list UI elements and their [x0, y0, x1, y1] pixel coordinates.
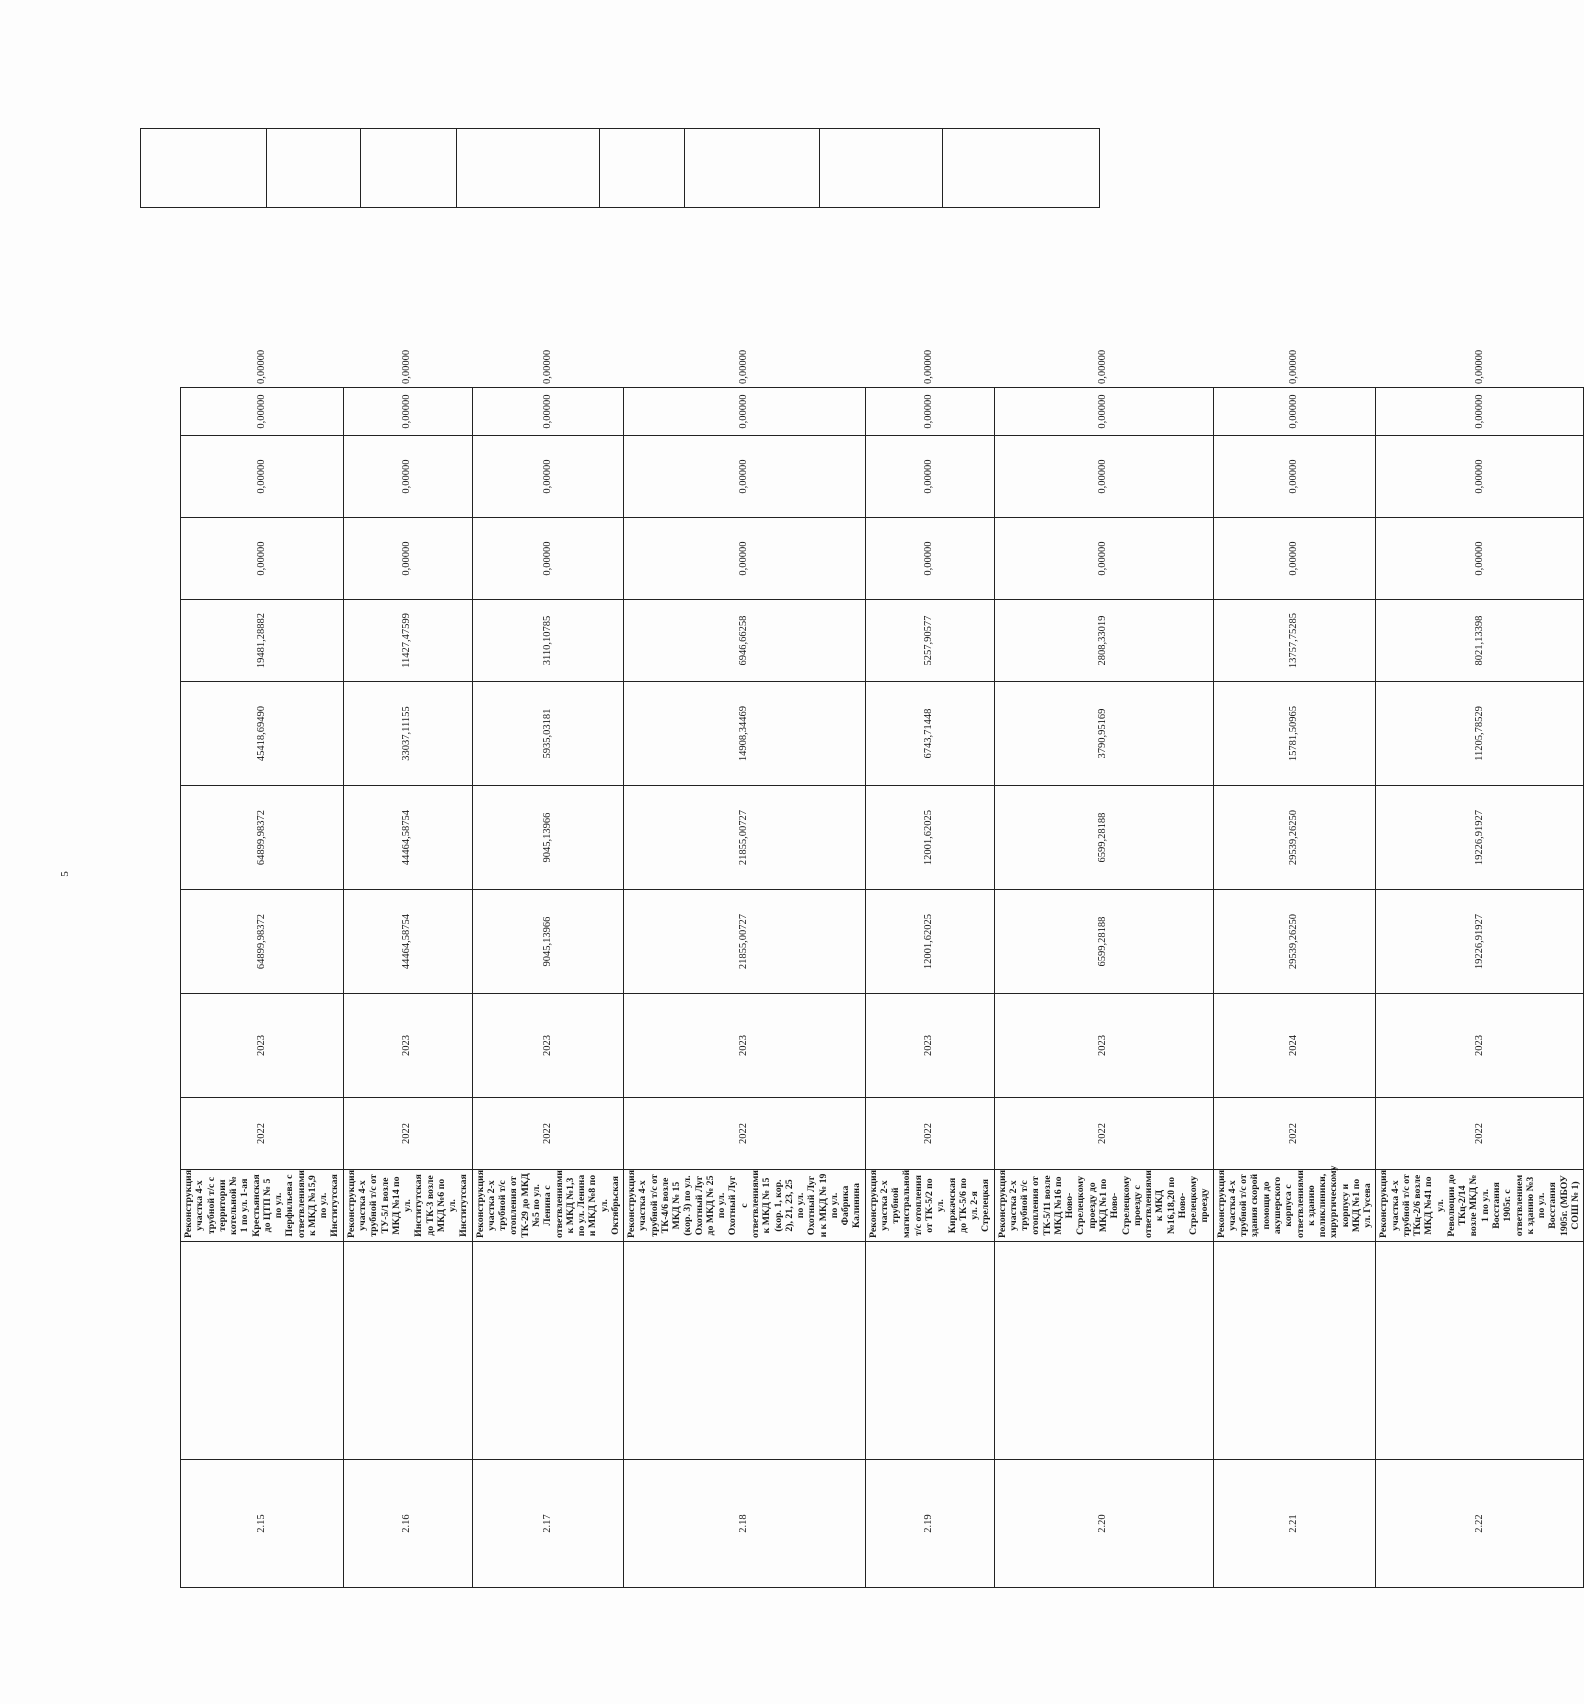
value-cell: 0,00000 — [1213, 436, 1376, 518]
value-cell: 14908,34469 — [624, 682, 866, 786]
value-cell: 0,00000 — [994, 518, 1213, 600]
value-cell: 12001,62025 — [865, 786, 994, 890]
value-cell: 5257,90577 — [865, 600, 994, 682]
empty-cell — [361, 129, 458, 207]
value-cell: 0,00000 — [994, 388, 1213, 436]
value-cell: 5935,03181 — [472, 682, 623, 786]
empty-cell — [624, 1242, 866, 1460]
value-cell: 0,00000 — [181, 388, 344, 436]
value-cell: 21855,00727 — [624, 786, 866, 890]
investment-table — [180, 349, 1584, 1588]
project-description: Реконструкция участка 2-х трубной т/с отопления от ТК-29 до МКД №5 по ул. Ленина с ответвлениями к МКД №1,3 по ул. Ленина и МКД №8 по ул. Октябрьская — [472, 1170, 623, 1242]
value-cell: 3110,10785 — [472, 600, 623, 682]
value-cell: 11427,47599 — [343, 600, 472, 682]
value-cell: 2023 — [624, 994, 866, 1098]
value-cell: 13757,75285 — [1213, 600, 1376, 682]
empty-cell — [181, 1242, 344, 1460]
value-cell: 2023 — [181, 994, 344, 1098]
value-cell: 0,00000 — [1376, 388, 1584, 436]
value-cell: 6946,66258 — [624, 600, 866, 682]
value-cell: 19226,91927 — [1376, 890, 1584, 994]
row-number: 2.21 — [1213, 1460, 1376, 1588]
value-cell: 0,00000 — [181, 436, 344, 518]
value-cell: 2022 — [181, 1098, 344, 1170]
value-cell: 0,00000 — [865, 388, 994, 436]
value-cell: 6599,28188 — [994, 890, 1213, 994]
value-cell: 2022 — [343, 1098, 472, 1170]
table-row: 2.17 Реконструкция участка 2-х трубной т/с отопления от ТК-29 до МКД №5 по ул. Ленина с ответвлениями к МКД №1,3 по ул. Ленина и МКД №8 по ул. Октябрьская 2022 2023 9045,13966 9045,13966 5935,03181 3110,10785 0,00000 0,00000 0,00000 0,00000 — [472, 388, 623, 1588]
value-cell: 0,00000 — [1376, 518, 1584, 600]
value-cell: 2023 — [472, 994, 623, 1098]
value-cell: 0,00000 — [1213, 518, 1376, 600]
empty-cell — [820, 129, 944, 207]
row-number: 2.20 — [994, 1460, 1213, 1588]
project-description: Реконструкция участка 4-х трубной т/с от ТУ-5/1 возле МКД №14 по ул. Институтская до ТК-3 возле МКД №6 по ул. Институтская — [343, 1170, 472, 1242]
project-description: Реконструкция участка 2-х трубной магистральной т/с отопления от ТК-5/2 по ул. Киржачская до ТК-5/6 по ул. 2-я Стрелецкая — [865, 1170, 994, 1242]
table-row: 2.18 Реконструкция участка 4-х трубной т/с от ТК-4/6 возле МКД № 15 (кор. 3) по ул. Охотный Луг до МКД № 25 по ул. Охотный Луг с ответвлениями к МКД № 15 (кор. 1, кор. 2), 21, 23, 25 по ул. Охотный Луг и к МКД № 19 по ул. Фабрика Калинина 2022 2023 21855,00727 21855,00727 14908,34469 6946,66258 0,00000 0,00000 0,00000 0,00000 — [624, 388, 866, 1588]
value-cell: 2022 — [624, 1098, 866, 1170]
empty-cell — [457, 129, 600, 207]
empty-cell — [267, 129, 361, 207]
table-row: 2.20 Реконструкция участка 2-х трубной т/с отопления от ТК-5/11 возле МКД №16 по Ново-Стрелецкому проезду до МКД №1 по Ново-Стрелецкому проезду с ответвлениями к МКД №16,18,20 по Ново-Стрелецкому проезду 2022 2023 6599,28188 6599,28188 3790,95169 2808,33019 0,00000 0,00000 0,00000 0,00000 — [994, 388, 1213, 1588]
value-cell: 29539,26250 — [1213, 890, 1376, 994]
value-cell: 29539,26250 — [1213, 786, 1376, 890]
empty-header-table — [140, 128, 1100, 208]
row-number: 2.16 — [343, 1460, 472, 1588]
value-cell: 0,00000 — [1213, 388, 1376, 436]
value-cell: 9045,13966 — [472, 890, 623, 994]
value-cell: 0,00000 — [624, 436, 866, 518]
value-cell: 9045,13966 — [472, 786, 623, 890]
value-cell: 2023 — [865, 994, 994, 1098]
value-cell: 2022 — [865, 1098, 994, 1170]
empty-cell — [1213, 1242, 1376, 1460]
value-cell: 0,00000 — [181, 518, 344, 600]
project-description: Реконструкция участка 2-х трубной т/с отопления от ТК-5/11 возле МКД №16 по Ново-Стрелецкому проезду до МКД №1 по Ново-Стрелецкому проезду с ответвлениями к МКД №16,18,20 по Ново-Стрелецкому проезду — [994, 1170, 1213, 1242]
empty-cell — [865, 1242, 994, 1460]
empty-cell — [994, 1242, 1213, 1460]
value-cell: 0,00000 — [472, 436, 623, 518]
value-cell: 0,00000 — [624, 518, 866, 600]
value-cell: 45418,69490 — [181, 682, 344, 786]
value-cell: 0,00000 — [1376, 436, 1584, 518]
empty-cell — [472, 1242, 623, 1460]
empty-cell — [141, 129, 267, 207]
value-cell: 8021,13398 — [1376, 600, 1584, 682]
table-row: 2.21 Реконструкция участка 4-х трубной т/с от здания скорой помощи до акушерского корпуса с ответвлениями к зданию поликлиники, хирургическому корпусу и МКД №1 по ул. Гусева 2022 2024 29539,26250 29539,26250 15781,50965 13757,75285 0,00000 0,00000 0,00000 0,00000 — [1213, 388, 1376, 1588]
value-cell: 2022 — [472, 1098, 623, 1170]
value-cell: 0,00000 — [472, 518, 623, 600]
value-cell: 2022 — [1376, 1098, 1584, 1170]
value-cell: 15781,50965 — [1213, 682, 1376, 786]
row-number: 2.19 — [865, 1460, 994, 1588]
value-cell: 0,00000 — [624, 388, 866, 436]
value-cell: 0,00000 — [994, 436, 1213, 518]
value-cell: 6743,71448 — [865, 682, 994, 786]
value-cell: 0,00000 — [472, 388, 623, 436]
value-cell: 2024 — [1213, 994, 1376, 1098]
table-row: 2.22 Реконструкция участка 4-х трубной т/с от ТКц-2/6 возле МКД №41 по ул. Революции до ТКц-2/14 возле МКД № 1 по ул. Восстания 1905г. с ответвлением к зданию №3 по ул. Восстания 1905г. (МБОУ СОШ № 1) 2022 2023 19226,91927 19226,91927 11205,78529 8021,13398 0,00000 0,00000 0,00000 0,00000 — [1376, 388, 1584, 1588]
value-cell: 2022 — [1213, 1098, 1376, 1170]
row-number: 2.18 — [624, 1460, 866, 1588]
value-cell: 0,00000 — [865, 518, 994, 600]
value-cell: 6599,28188 — [994, 786, 1213, 890]
value-cell: 2023 — [343, 994, 472, 1098]
value-cell: 2023 — [1376, 994, 1584, 1098]
value-cell: 2808,33019 — [994, 600, 1213, 682]
value-cell: 21855,00727 — [624, 890, 866, 994]
value-cell: 2023 — [994, 994, 1213, 1098]
project-description: Реконструкция участка 4-х трубной т/с с территории котельной № 1 по ул. 1-ая Крестьянская до ЦТП № 5 по ул. Перфильева с ответвлениями к МКД №15,9 по ул. Институтская — [181, 1170, 344, 1242]
empty-cell — [1376, 1242, 1584, 1460]
value-cell: 12001,62025 — [865, 890, 994, 994]
table-row: 2.16 Реконструкция участка 4-х трубной т/с от ТУ-5/1 возле МКД №14 по ул. Институтская до ТК-3 возле МКД №6 по ул. Институтская 2022 2023 44464,58754 44464,58754 33037,11155 11427,47599 0,00000 0,00000 0,00000 0,00000 — [343, 388, 472, 1588]
value-cell: 64899,98372 — [181, 786, 344, 890]
row-number: 2.17 — [472, 1460, 623, 1588]
empty-cell — [343, 1242, 472, 1460]
value-cell: 44464,58754 — [343, 890, 472, 994]
value-cell: 33037,11155 — [343, 682, 472, 786]
value-cell: 19226,91927 — [1376, 786, 1584, 890]
project-description: Реконструкция участка 4-х трубной т/с от здания скорой помощи до акушерского корпуса с ответвлениями к зданию поликлиники, хирургическому корпусу и МКД №1 по ул. Гусева — [1213, 1170, 1376, 1242]
row-number: 2.15 — [181, 1460, 344, 1588]
value-cell: 19481,28882 — [181, 600, 344, 682]
project-description: Реконструкция участка 4-х трубной т/с от ТК-4/6 возле МКД № 15 (кор. 3) по ул. Охотный Луг до МКД № 25 по ул. Охотный Луг с ответвлениями к МКД № 15 (кор. 1, кор. 2), 21, 23, 25 по ул. Охотный Луг и к МКД № 19 по ул. Фабрика Калинина — [624, 1170, 866, 1242]
table-row: 2.19 Реконструкция участка 2-х трубной магистральной т/с отопления от ТК-5/2 по ул. Киржачская до ТК-5/6 по ул. 2-я Стрелецкая 2022 2023 12001,62025 12001,62025 6743,71448 5257,90577 0,00000 0,00000 0,00000 0,00000 — [865, 388, 994, 1588]
empty-cell — [685, 129, 820, 207]
project-description: Реконструкция участка 4-х трубной т/с от ТКц-2/6 возле МКД №41 по ул. Революции до ТКц-2/14 возле МКД № 1 по ул. Восстания 1905г. с ответвлением к зданию №3 по ул. Восстания 1905г. (МБОУ СОШ № 1) — [1376, 1170, 1584, 1242]
value-cell: 64899,98372 — [181, 890, 344, 994]
table-row: 2.15 Реконструкция участка 4-х трубной т/с с территории котельной № 1 по ул. 1-ая Крестьянская до ЦТП № 5 по ул. Перфильева с ответвлениями к МКД №15,9 по ул. Институтская 2022 2023 64899,98372 64899,98372 45418,69490 19481,28882 0,00000 0,00000 0,00000 0,00000 — [181, 388, 344, 1588]
value-cell: 3790,95169 — [994, 682, 1213, 786]
row-number: 2.22 — [1376, 1460, 1584, 1588]
value-cell: 0,00000 — [343, 436, 472, 518]
value-cell: 2022 — [994, 1098, 1213, 1170]
empty-cell — [943, 129, 1099, 207]
empty-cell — [600, 129, 685, 207]
value-cell: 0,00000 — [343, 388, 472, 436]
value-cell: 11205,78529 — [1376, 682, 1584, 786]
page-number: 5 — [58, 871, 71, 877]
value-cell: 44464,58754 — [343, 786, 472, 890]
rotated-table-wrapper — [180, 349, 1581, 1588]
value-cell: 0,00000 — [865, 436, 994, 518]
value-cell: 0,00000 — [343, 518, 472, 600]
